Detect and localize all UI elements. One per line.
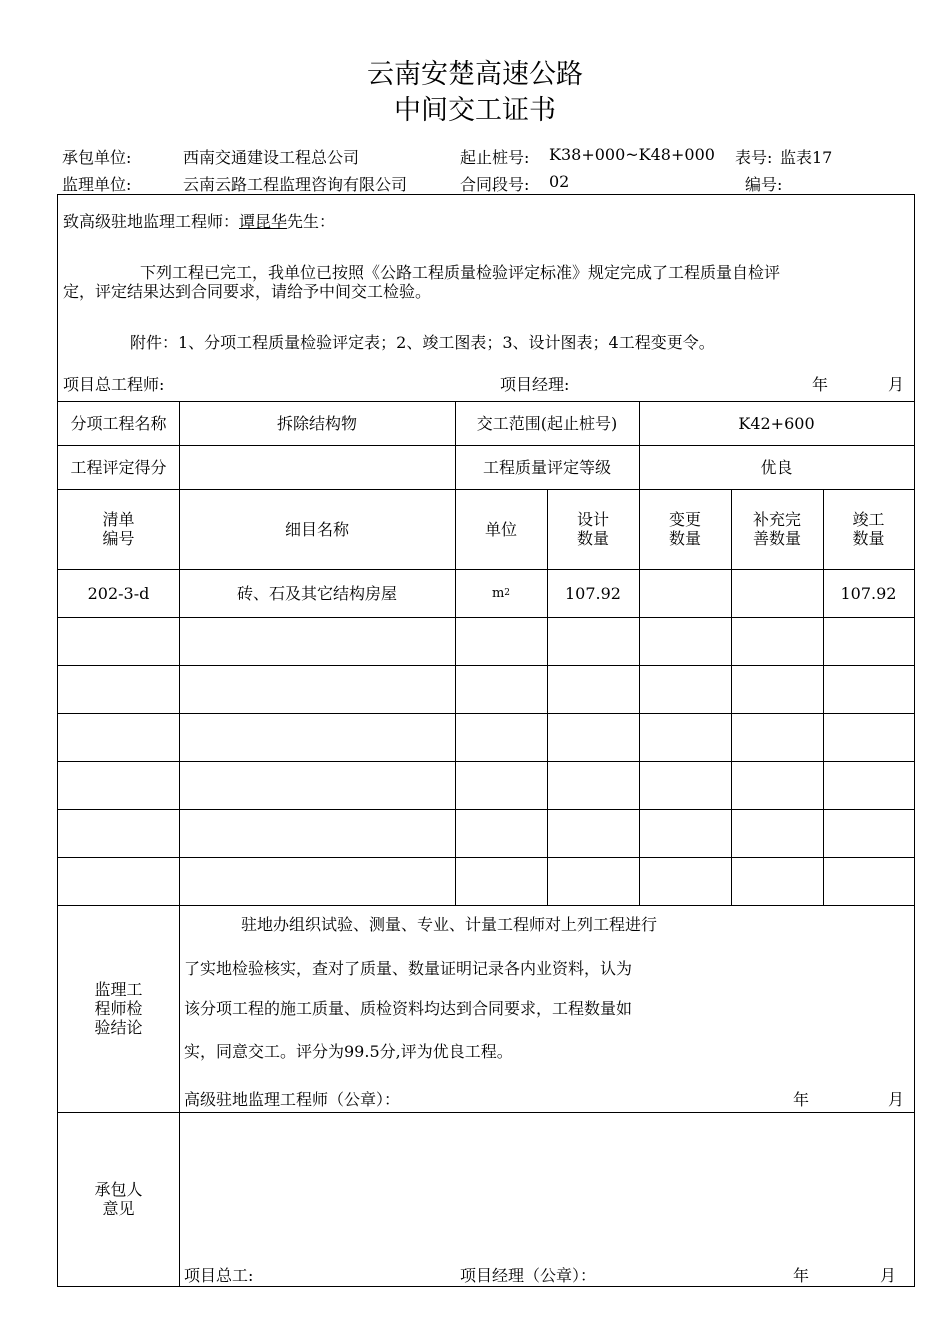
conclusion-year-label: 年: [793, 1090, 810, 1109]
row-change-qty: [639, 569, 731, 617]
conclusion-label: 监理工 程师检 验结论: [94, 980, 143, 1037]
unit-text: m: [491, 585, 505, 601]
contractor-label: 承包单位:: [62, 148, 132, 167]
salutation-prefix: 致高级驻地监理工程师：: [63, 212, 240, 231]
contractor-manager-label: 项目经理（公章）：: [460, 1266, 597, 1285]
contractor-month-label: 月: [880, 1266, 897, 1285]
letter-body-line1: 下列工程已完工，我单位已按照《公路工程质量检验评定标准》规定完成了工程质量自检评: [140, 263, 781, 282]
divider: [58, 713, 914, 714]
conclusion-line3: 该分项工程的施工质量、质检资料均达到合同要求，工程数量如: [184, 999, 633, 1018]
document-title: 云南安楚高速公路: [367, 59, 583, 90]
column-header-code: 清单 编号: [102, 510, 135, 548]
conclusion-line4: 实，同意交工。评分为99.5分,评为优良工程。: [184, 1042, 513, 1061]
engineer-name: 谭昆华: [239, 212, 288, 231]
divider: [58, 905, 914, 906]
letter-salutation: [63, 209, 335, 232]
contract-section-label: 合同段号:: [460, 175, 530, 194]
row-design-qty: 107.92: [565, 583, 621, 603]
handover-range-value: K42+600: [738, 413, 815, 433]
divider: [58, 665, 914, 666]
salutation-suffix: 先生：: [287, 212, 336, 231]
form-no-value: 监表17: [780, 148, 833, 167]
row-supplement-qty: [731, 569, 823, 617]
divider: [58, 761, 914, 762]
letter-year-label: 年: [812, 375, 829, 394]
row-completed-qty: 107.92: [840, 583, 897, 603]
column-header-design-qty: 设计 数量: [576, 510, 609, 548]
column-header-change-qty: 变更 数量: [668, 510, 701, 548]
column-header-supplement-qty: 补充完 善数量: [752, 510, 801, 548]
divider: [58, 617, 914, 618]
supervisor-label: 监理单位:: [62, 175, 132, 194]
stake-range-value: K38+000~K48+000: [549, 145, 715, 164]
contractor-value: 西南交通建设工程总公司: [183, 148, 360, 167]
project-manager-label: 项目经理:: [500, 375, 570, 394]
row-code: 202-3-d: [87, 583, 150, 603]
contractor-year-label: 年: [793, 1266, 810, 1285]
letter-month-label: 月: [888, 375, 905, 394]
conclusion-signature-label: 高级驻地监理工程师（公章）：: [184, 1090, 401, 1109]
grade-value: 优良: [760, 457, 793, 477]
column-header-completed-qty: 竣工 数量: [852, 510, 885, 548]
form-no-label: 表号:: [735, 148, 773, 167]
document-subtitle: 中间交工证书: [394, 95, 556, 126]
sub-project-value: 拆除结构物: [276, 413, 357, 433]
row-item-name: 砖、石及其它结构房屋: [236, 583, 397, 603]
stake-range-label: 起止桩号:: [460, 148, 530, 167]
supervisor-value: 云南云路工程监理咨询有限公司: [183, 175, 408, 194]
handover-range-label: 交工范围(起止桩号): [476, 413, 618, 433]
serial-label: 编号:: [745, 175, 783, 194]
letter-attachments: 附件：1、分项工程质量检验评定表；2、竣工图表；3、设计图表；4工程变更令。: [130, 333, 715, 352]
contractor-chief-engineer-label: 项目总工:: [184, 1266, 254, 1285]
divider: [58, 809, 914, 810]
column-header-name: 细目名称: [284, 519, 349, 539]
contractor-opinion-label: 承包人 意见: [94, 1180, 143, 1218]
sub-project-label: 分项工程名称: [70, 413, 167, 433]
letter-body-line2: 定，评定结果达到合同要求，请给予中间交工检验。: [63, 282, 432, 301]
score-label: 工程评定得分: [70, 457, 167, 477]
conclusion-line1: 驻地办组织试验、测量、专业、计量工程师对上列工程进行: [241, 915, 658, 934]
conclusion-line2: 了实地检验核实，查对了质量、数量证明记录各内业资料，认为: [184, 959, 633, 978]
chief-engineer-label: 项目总工程师:: [63, 375, 165, 394]
grade-label: 工程质量评定等级: [482, 457, 611, 477]
score-value: [179, 445, 455, 489]
certificate-form: [57, 194, 915, 1287]
contract-section-value: 02: [549, 172, 570, 191]
unit-superscript: 2: [504, 587, 511, 598]
column-header-unit: 单位: [484, 519, 517, 539]
divider: [58, 857, 914, 858]
row-unit: [455, 569, 547, 617]
conclusion-month-label: 月: [888, 1090, 905, 1109]
divider: [58, 1112, 914, 1113]
